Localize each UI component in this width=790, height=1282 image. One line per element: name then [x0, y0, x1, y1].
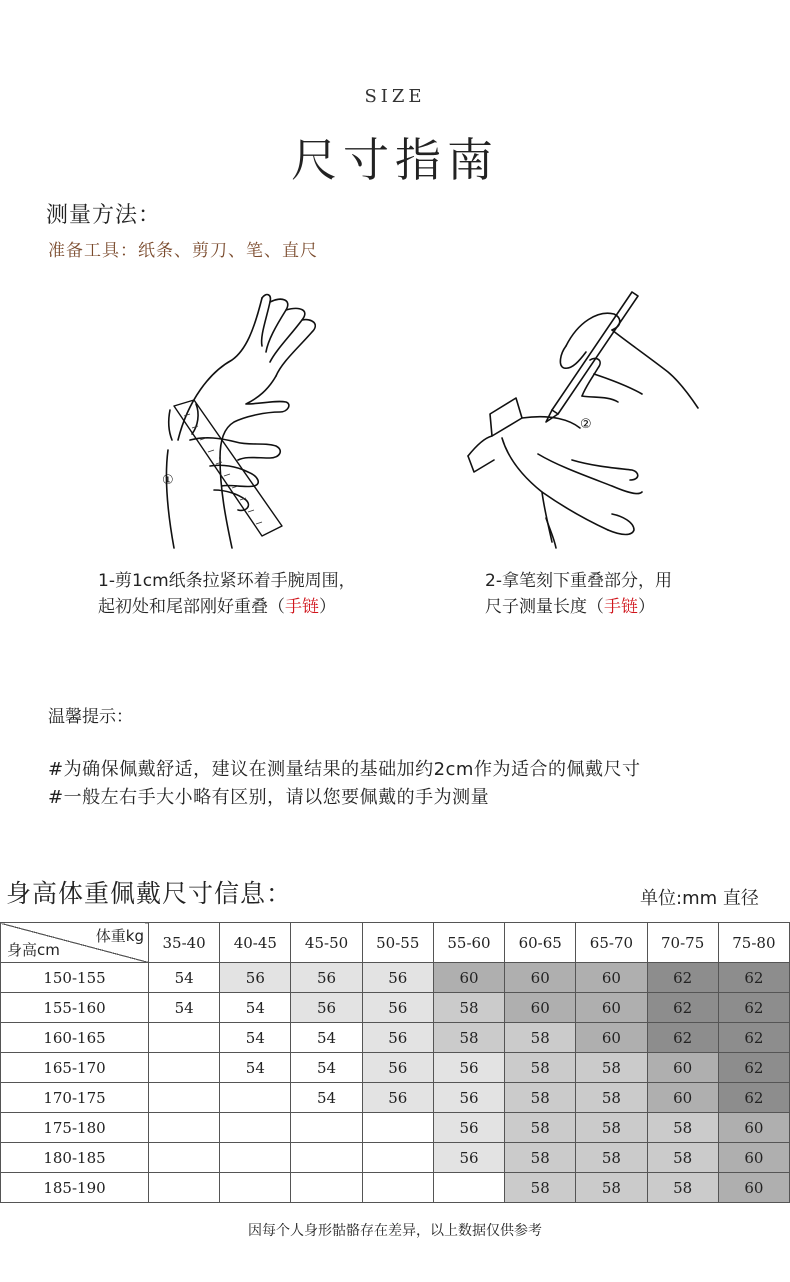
size-value-cell [433, 1173, 504, 1203]
size-value-cell [220, 1113, 291, 1143]
table-row [1, 993, 790, 1023]
size-value-cell: 58 [505, 1173, 576, 1203]
weight-header-cell: 75-80 [718, 923, 789, 963]
tips-title: 温馨提示： [48, 707, 133, 727]
size-value-cell: 56 [433, 1083, 504, 1113]
unit-label: 单位:mm 直径 [640, 888, 759, 909]
size-value-cell [149, 1083, 220, 1113]
size-value-cell: 62 [647, 993, 718, 1023]
weight-header-cell: 60-65 [505, 923, 576, 963]
weight-header-cell: 35-40 [149, 923, 220, 963]
size-value-cell: 62 [718, 993, 789, 1023]
height-header-cell: 150-155 [1, 963, 149, 993]
size-value-cell [149, 1173, 220, 1203]
weight-header-cell: 50-55 [362, 923, 433, 963]
tools-text: 准备工具：纸条、剪刀、笔、直尺 [48, 241, 318, 261]
size-value-cell: 56 [433, 1113, 504, 1143]
size-value-cell [291, 1143, 362, 1173]
table-row [1, 1113, 790, 1143]
size-value-cell [149, 1143, 220, 1173]
size-value-cell: 58 [433, 1023, 504, 1053]
size-value-cell: 60 [576, 963, 647, 993]
size-value-cell: 58 [576, 1053, 647, 1083]
size-value-cell: 58 [576, 1113, 647, 1143]
size-value-cell: 54 [291, 1023, 362, 1053]
size-label-en: SIZE [364, 86, 426, 107]
weight-header-cell: 45-50 [291, 923, 362, 963]
size-value-cell: 58 [647, 1143, 718, 1173]
step-1-line-2-text: 起初处和尾部刚好重叠（ [98, 597, 285, 617]
size-value-cell: 58 [576, 1083, 647, 1113]
step-2-text [485, 568, 672, 620]
table-row [1, 1083, 790, 1113]
size-value-cell [291, 1173, 362, 1203]
table-title: 身高体重佩戴尺寸信息： [6, 879, 293, 908]
weight-header-cell: 65-70 [576, 923, 647, 963]
step-1-marker: ① [162, 473, 174, 488]
weight-header-cell: 40-45 [220, 923, 291, 963]
step-2-line-2-text: 尺子测量长度（ [485, 597, 604, 617]
method-title: 测量方法： [46, 203, 162, 228]
size-value-cell [220, 1083, 291, 1113]
step-1-line-2 [98, 594, 356, 620]
step-1-line-2-close: ） [319, 597, 336, 617]
step-1-text [98, 568, 356, 620]
size-value-cell [149, 1053, 220, 1083]
pen-marking-illustration [462, 286, 702, 550]
size-value-cell: 56 [362, 1053, 433, 1083]
size-value-cell: 56 [362, 993, 433, 1023]
size-value-cell: 62 [647, 1023, 718, 1053]
size-value-cell: 62 [718, 1053, 789, 1083]
size-value-cell: 54 [149, 963, 220, 993]
size-value-cell [220, 1173, 291, 1203]
table-row [1, 1173, 790, 1203]
size-value-cell: 54 [149, 993, 220, 1023]
size-value-cell: 58 [505, 1023, 576, 1053]
footnote: 因每个人身形骷骼存在差异，以上数据仅供参考 [248, 1223, 542, 1239]
size-value-cell [220, 1143, 291, 1173]
tip-2: #一般左右手大小略有区别，请以您要佩戴的手为测量 [48, 787, 490, 808]
size-value-cell: 56 [362, 1083, 433, 1113]
size-value-cell: 58 [505, 1113, 576, 1143]
height-header-cell: 155-160 [1, 993, 149, 1023]
step-2-marker: ② [580, 417, 592, 432]
size-value-cell: 54 [220, 1053, 291, 1083]
table-row [1, 963, 790, 993]
size-value-cell: 56 [291, 993, 362, 1023]
size-value-cell: 56 [291, 963, 362, 993]
size-value-cell: 58 [576, 1173, 647, 1203]
size-table [0, 922, 790, 1203]
height-header-cell: 160-165 [1, 1023, 149, 1053]
size-value-cell: 58 [647, 1173, 718, 1203]
size-value-cell: 60 [576, 1023, 647, 1053]
table-header-row [1, 923, 790, 963]
size-value-cell: 56 [433, 1143, 504, 1173]
size-value-cell [362, 1143, 433, 1173]
size-value-cell: 58 [433, 993, 504, 1023]
height-header-cell: 185-190 [1, 1173, 149, 1203]
step-1-line-1: 1-剪1cm纸条拉紧环着手腕周围， [98, 571, 356, 591]
size-value-cell: 56 [362, 1023, 433, 1053]
height-header-cell: 180-185 [1, 1143, 149, 1173]
size-value-cell [362, 1173, 433, 1203]
size-value-cell: 62 [718, 1023, 789, 1053]
size-value-cell: 62 [718, 963, 789, 993]
step-2-line-1: 2-拿笔刻下重叠部分，用 [485, 571, 672, 591]
size-value-cell: 60 [505, 963, 576, 993]
size-value-cell [149, 1113, 220, 1143]
size-value-cell: 58 [505, 1083, 576, 1113]
size-value-cell: 62 [647, 963, 718, 993]
size-value-cell: 60 [647, 1083, 718, 1113]
weight-axis-label: 体重kg [95, 927, 144, 945]
table-row [1, 1053, 790, 1083]
wrist-wrap-illustration [150, 290, 340, 550]
page-title: 尺寸指南 [291, 133, 499, 187]
size-value-cell: 60 [718, 1173, 789, 1203]
height-axis-label: 身高cm [7, 941, 60, 959]
size-value-cell: 60 [576, 993, 647, 1023]
size-value-cell: 60 [433, 963, 504, 993]
size-value-cell: 60 [647, 1053, 718, 1083]
step-2-line-2-close: ） [638, 597, 655, 617]
height-header-cell: 165-170 [1, 1053, 149, 1083]
weight-header-cell: 70-75 [647, 923, 718, 963]
size-value-cell: 58 [505, 1143, 576, 1173]
table-corner-cell [1, 923, 149, 963]
size-value-cell: 60 [505, 993, 576, 1023]
height-header-cell: 170-175 [1, 1083, 149, 1113]
step-2-line-2 [485, 594, 672, 620]
size-value-cell: 60 [718, 1113, 789, 1143]
size-value-cell: 58 [647, 1113, 718, 1143]
size-value-cell [362, 1113, 433, 1143]
size-value-cell: 60 [718, 1143, 789, 1173]
step-1-highlight: 手链 [285, 597, 319, 617]
tip-1: #为确保佩戴舒适，建议在测量结果的基础加约2cm作为适合的佩戴尺寸 [48, 759, 641, 780]
size-value-cell: 56 [220, 963, 291, 993]
size-value-cell: 56 [362, 963, 433, 993]
size-value-cell: 58 [576, 1143, 647, 1173]
weight-header-cell: 55-60 [433, 923, 504, 963]
table-row [1, 1023, 790, 1053]
size-value-cell [149, 1023, 220, 1053]
step-2-highlight: 手链 [604, 597, 638, 617]
size-value-cell: 54 [220, 993, 291, 1023]
size-value-cell: 56 [433, 1053, 504, 1083]
size-value-cell: 62 [718, 1083, 789, 1113]
size-value-cell [291, 1113, 362, 1143]
size-value-cell: 54 [291, 1083, 362, 1113]
table-row [1, 1143, 790, 1173]
height-header-cell: 175-180 [1, 1113, 149, 1143]
size-value-cell: 54 [220, 1023, 291, 1053]
size-value-cell: 54 [291, 1053, 362, 1083]
size-value-cell: 58 [505, 1053, 576, 1083]
